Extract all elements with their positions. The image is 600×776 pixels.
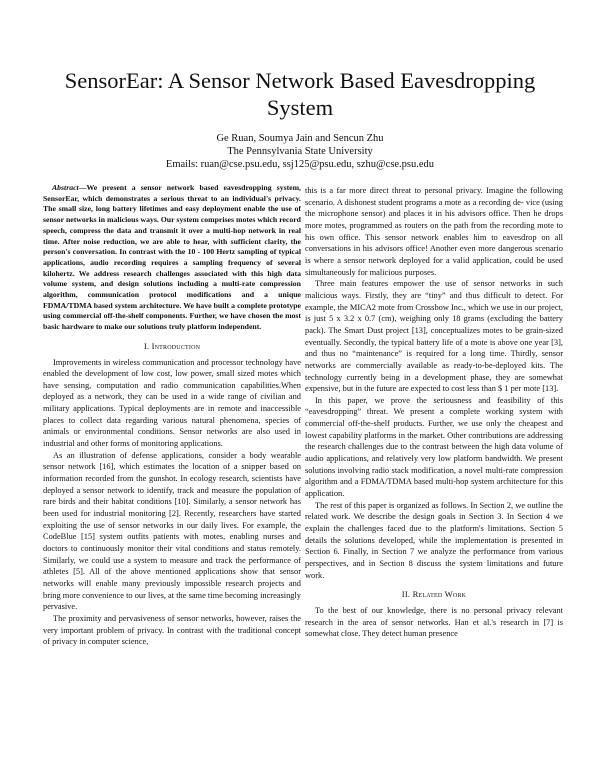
section-heading-introduction: I. Introduction xyxy=(143,340,201,351)
paper-affiliation: The Pennsylvania State University xyxy=(227,146,373,157)
intro-paragraph: Three main features empower the use of sensor networks in such malicious ways. Firstly, they are “tiny” and thus difficult to detect. For example, the MICA2 mote from Crossbow Inc., which we use in our project, is just 5 x 3.2 x 0.7 (cm), weighing only 18 grams (excluding the battery pack). The Smart Dust project [13], conceptualizes motes to be grain-sized eventually. Secondly, the typical battery life of a mote is above one year [3], and thus no “maintenance” is required for a long time. Thirdly, sensor networks are commercially available as ready-to-be-deployed kits. The technology currently being in a development phase, they are somewhat expensive, but in the future are expected to cost less than $ 1 per mote [13]. xyxy=(305,279,563,394)
related-work-paragraph: To the best of our knowledge, there is no personal privacy relevant research in the area of sensor networks. Han et al.'s research in [7] is somewhat close. They detect human presence xyxy=(305,605,563,639)
section-heading-related-work: II. Related Work xyxy=(401,589,467,600)
left-column xyxy=(43,183,301,648)
abstract xyxy=(43,183,301,333)
abstract-lead: Abstract— xyxy=(52,183,87,192)
abstract-text: We present a sensor network based eavesdropping system, SensorEar, which demonstrates a serious threat to an individual's privacy. The small size, long battery lifetimes and easy deployment enable the use of sensor networks in malicious ways. Our system comprises motes which record speech, compress the data and transmit it over a multi-hop network in real time. After noise reduction, we are able to hear, with sufficient clarity, the person's conversation. In contrast with the 10 - 100 Hertz sampling of typical applications, audio recording requires a sampling frequency of several kilohertz. We address research challenges associated with this high data volume system, and design solutions including a multi-rate compression algorithm, communication protocol modifications and a unique FDMA/TDMA based system architecture. We have built a complete prototype using commercial off-the-shelf components. Further, we have chosen the most basic hardware to make our solutions truly platform independent. xyxy=(43,183,301,332)
right-column xyxy=(305,185,563,640)
intro-paragraph: As an illustration of defense applications, consider a body wearable sensor network [16], which estimates the location of a snipper based on information recorded from the gunshot. In ecology research, scientists have deployed a sensor network to identify, track and measure the population of rare birds and their habitat conditions [10]. Similarly, a sensor network has been used for industrial monitoring [2]. Recently, researchers have started exploiting the use of sensor networks in our daily lives. For example, the CodeBlue [15] system outfits patients with motes, enabling nurses and doctors to continuously monitor their vital conditions and status remotely. Similarly, we could use a system to measure and track the performance of athletes [5]. All of the above mentioned applications show that sensor networks will enable many previously impossible research projects and bring more convenience to our lives, at the same time becoming increasingly pervasive. xyxy=(43,450,301,612)
intro-paragraph: The rest of this paper is organized as follows. In Section 2, we outline the related work. We describe the design goals in Section 3. In Section 4 we explain the challenges faced due to the platform's limitations. Section 5 details the solutions developed, while the implementation is presented in Section 6. Finally, in Section 7 we analyze the performance from various perspectives, and in Section 8 discuss the system limitations and future work. xyxy=(305,500,563,580)
intro-paragraph-continued: this is a far more direct threat to personal privacy. Imagine the following scenario. A dishonest student programs a mote as a recording de- vice (using the microphone sensor) and places it in his advisors office. Then he drops more motes, programmed as routers on the path from the recording mote to his own office. This sensor network enables him to eavesdrop on all conversations in his advisors office! Another even more dangerous scenario is where a sensor network deployed for a valid application, could be used simultaneously for malicious purposes. xyxy=(305,186,563,277)
intro-paragraph: Improvements in wireless communication and processor technology have enabled the development of low cost, low power, small sized motes which have sensing, computation and radio communication capabilities.When deployed as a network, they can be used in a wide range of civilian and military applications. Typical deployments are in remote and inaccessible places to collect data regarding various natural phenomena, species of animals or environmental conditions. Sensor networks are also used in industrial and other forms of monitoring applications. xyxy=(43,357,301,449)
paper-authors: Ge Ruan, Soumya Jain and Sencun Zhu xyxy=(216,133,384,144)
paper-title: SensorEar: A Sensor Network Based Eavesdropping System xyxy=(64,68,536,121)
intro-paragraph: The proximity and pervasiveness of sensor networks, however, raises the very important problem of privacy. In contrast with the traditional concept of privacy in computer science, xyxy=(43,613,301,647)
intro-paragraph: In this paper, we prove the seriousness and feasibility of this “eavesdropping” threat. We present a complete working system with commercial off-the-shelf products. Further, we use only the cheapest and lowest capability platforms in the market. Other contributions are addressing the research challenges due to the contrast between the high data volume of audio applications, and relatively very low platform bandwidth. We present solutions involving radio stack modification, a novel multi-rate compression algorithm and a FDMA/TDMA based multi-hop system architecture for this application. xyxy=(305,395,563,499)
paper-emails: Emails: ruan@cse.psu.edu, ssj125@psu.edu, szhu@cse.psu.edu xyxy=(165,159,435,170)
